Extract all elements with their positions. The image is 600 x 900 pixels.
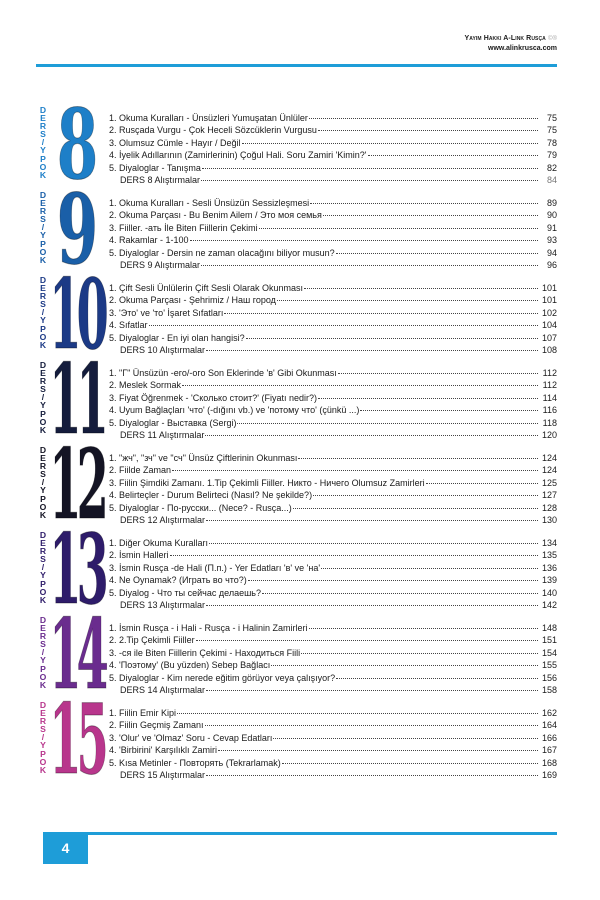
dot-leader xyxy=(218,740,538,751)
entry-page-number: 108 xyxy=(541,344,557,355)
entry-title: 1. Diğer Okuma Kuralları xyxy=(109,538,209,548)
exercise-entry[interactable] xyxy=(109,342,557,354)
lesson-items xyxy=(109,705,557,779)
label-letter: R xyxy=(39,631,47,642)
label-letter: P xyxy=(40,323,46,334)
dot-leader xyxy=(336,668,538,679)
label-letter: K xyxy=(39,764,47,775)
entry-page-number: 148 xyxy=(541,623,557,633)
entry-title: 4. 'Birbirini' Karşılıklı Zamiri xyxy=(109,745,217,756)
dot-leader xyxy=(323,205,538,216)
dot-leader xyxy=(201,170,538,181)
dot-leader xyxy=(206,680,538,691)
entry-title: 3. Fiiller. -ать İle Biten Fiillerin Çekimi xyxy=(109,222,258,233)
label-letter: / xyxy=(41,647,45,658)
entry-page-number: 167 xyxy=(541,745,557,756)
dot-leader xyxy=(201,255,538,266)
dot-leader xyxy=(206,510,538,521)
entry-page-number: 168 xyxy=(541,757,557,768)
entry-title: 3. -ся ile Biten Fiillerin Çekimi - Находиться Fiili xyxy=(109,647,301,658)
entry-title: 5. Diyalog - Что ты сейчас делаешь? xyxy=(109,587,261,598)
dot-leader xyxy=(282,753,538,764)
lesson-items xyxy=(109,450,557,524)
dot-leader xyxy=(242,133,538,144)
entry-title: 2. 2.Tip Çekimli Fiiller xyxy=(109,635,195,646)
dot-leader xyxy=(309,108,538,119)
copyright-icon: ©® xyxy=(547,36,557,42)
label-letter: E xyxy=(40,113,46,124)
label-letter: K xyxy=(39,339,47,350)
label-letter: O xyxy=(39,246,47,257)
label-letter: O xyxy=(39,671,47,682)
entry-page-number: 82 xyxy=(546,162,557,173)
label-letter: D xyxy=(39,530,47,540)
entry-title: DERS 13 Alıştırmalar xyxy=(120,599,206,610)
lesson-number: 8 xyxy=(56,87,92,201)
label-letter: S xyxy=(40,724,46,735)
ders-yapok-label xyxy=(37,701,49,774)
label-letter: R xyxy=(39,206,47,217)
label-letter: Y xyxy=(40,400,46,411)
dot-leader xyxy=(149,315,538,326)
entry-title: 1. "жч", "зч" ve "сч" Ünsüz Çiftlerinin Okunması xyxy=(109,453,298,463)
entry-page-number: 101 xyxy=(541,295,557,306)
dot-leader xyxy=(262,583,538,594)
entry-title: 4. İyelik Adıllarının (Zamirlerinin) Çoğul Hali. Soru Zamiri 'Kimin?' xyxy=(109,150,367,161)
lesson-items xyxy=(109,365,557,439)
label-letter: E xyxy=(40,453,46,464)
dot-leader xyxy=(259,218,538,229)
label-letter: D xyxy=(39,190,47,200)
label-letter: K xyxy=(39,594,47,605)
lesson-items xyxy=(109,195,557,269)
entry-page-number: 75 xyxy=(546,125,557,136)
entry-page-number: 114 xyxy=(542,392,557,403)
label-letter: R xyxy=(39,716,47,727)
lesson-number: 10 xyxy=(49,257,104,371)
dot-leader xyxy=(172,460,538,471)
page-header xyxy=(464,34,557,53)
exercise-entry[interactable] xyxy=(109,767,557,779)
label-letter: D xyxy=(39,615,47,625)
entry-title: 4. Rakamlar - 1-100 xyxy=(109,235,189,246)
ders-yapok-label xyxy=(37,106,49,179)
entry-page-number: 89 xyxy=(546,198,557,208)
label-letter: D xyxy=(39,275,47,285)
lesson-items xyxy=(109,110,557,184)
entry-title: 5. Diyaloglar - En iyi olan hangisi? xyxy=(109,332,245,343)
exercise-entry[interactable] xyxy=(109,682,557,694)
entry-title: 4. Belirteçler - Durum Belirteci (Nasıl? Ne şekilde?) xyxy=(109,490,313,501)
page-number-badge xyxy=(43,832,88,864)
entry-page-number: 78 xyxy=(546,137,557,148)
label-letter: E xyxy=(40,538,46,549)
label-letter: R xyxy=(39,376,47,387)
lesson-number: 11 xyxy=(49,342,104,456)
label-letter: P xyxy=(40,238,46,249)
ders-yapok-label xyxy=(37,531,49,604)
entry-title: 2. Fiilde Zaman xyxy=(109,465,172,476)
entry-title: 3. 'Это' ve 'то' İşaret Sıfatları xyxy=(109,307,224,318)
label-letter: K xyxy=(39,169,47,180)
entry-title: 3. Fiilin Şimdiki Zamanı. 1.Tip Çekimli Fiiller. Никто - Ничего Olumsuz Zamirleri xyxy=(109,477,425,488)
entry-page-number: 93 xyxy=(546,235,557,246)
dot-leader xyxy=(177,703,538,714)
label-letter: D xyxy=(39,700,47,710)
label-letter: / xyxy=(41,562,45,573)
lesson-items xyxy=(109,535,557,609)
dot-leader xyxy=(246,328,538,339)
label-letter: K xyxy=(39,424,47,435)
label-letter: D xyxy=(39,445,47,455)
dot-leader xyxy=(205,425,538,436)
entry-page-number: 158 xyxy=(541,684,557,695)
entry-title: 5. Diyaloglar - Kim nerede eğitim görüyor veya çalışıyor? xyxy=(109,672,336,683)
entry-title: DERS 8 Alıştırmalar xyxy=(120,174,201,185)
lesson-section xyxy=(37,87,557,201)
dot-leader xyxy=(360,400,538,411)
label-letter: / xyxy=(41,392,45,403)
label-letter: O xyxy=(39,161,47,172)
lesson-number: 13 xyxy=(49,512,104,626)
label-letter: O xyxy=(39,586,47,597)
ders-yapok-label xyxy=(37,361,49,434)
entry-page-number: 124 xyxy=(541,453,557,463)
label-letter: R xyxy=(39,461,47,472)
dot-leader xyxy=(301,643,538,654)
entry-page-number: 154 xyxy=(541,647,557,658)
label-letter: / xyxy=(41,732,45,743)
label-letter: E xyxy=(40,283,46,294)
lesson-items xyxy=(109,280,557,354)
entry-title: 1. Okuma Kuralları - Sesli Ünsüzün Sessizleşmesi xyxy=(109,198,310,208)
dot-leader xyxy=(196,630,538,641)
label-letter: P xyxy=(40,493,46,504)
entry-title: 5. Diyaloglar - По-русски... (Nece? - Rusça...) xyxy=(109,502,292,513)
entry-page-number: 101 xyxy=(541,283,557,293)
label-letter: R xyxy=(39,291,47,302)
entry-page-number: 134 xyxy=(541,538,557,548)
label-letter: S xyxy=(40,299,46,310)
exercise-entry[interactable] xyxy=(109,172,557,184)
label-letter: K xyxy=(39,254,47,265)
dot-leader xyxy=(209,533,538,544)
entry-page-number: 166 xyxy=(541,732,557,743)
entry-page-number: 102 xyxy=(541,307,557,318)
label-letter: O xyxy=(39,501,47,512)
entry-page-number: 139 xyxy=(541,575,557,586)
label-letter: P xyxy=(40,748,46,759)
entry-title: 3. Fiyat Öğrenmek - 'Сколько стоит?' (Fiyatı nedir?) xyxy=(109,392,317,403)
dot-leader xyxy=(206,595,538,606)
entry-page-number: 124 xyxy=(541,465,557,476)
label-letter: Y xyxy=(40,570,46,581)
entry-page-number: 75 xyxy=(546,113,557,123)
dot-leader xyxy=(205,715,538,726)
entry-page-number: 130 xyxy=(541,514,557,525)
entry-title: 1. Çift Sesli Ünlülerin Çift Sesli Olarak Okunması xyxy=(109,283,304,293)
label-letter: E xyxy=(40,198,46,209)
dot-leader xyxy=(206,340,538,351)
dot-leader xyxy=(170,545,538,556)
entry-page-number: 112 xyxy=(542,380,557,391)
entry-title: 1. İsmin Rusça - i Hali - Rusça - i Halinin Zamirleri xyxy=(109,623,308,633)
label-letter: O xyxy=(39,416,47,427)
dot-leader xyxy=(293,498,538,509)
entry-page-number: 104 xyxy=(541,320,557,331)
label-letter: D xyxy=(39,360,47,370)
label-letter: S xyxy=(40,214,46,225)
dot-leader xyxy=(318,388,538,399)
label-letter: E xyxy=(40,708,46,719)
entry-title: 4. Ne Oynamak? (Играть во что?) xyxy=(109,575,247,586)
entry-page-number: 156 xyxy=(541,672,557,683)
publisher-line xyxy=(464,34,557,44)
label-letter: Y xyxy=(40,230,46,241)
label-letter: Y xyxy=(40,145,46,156)
entry-title: 3. İsmin Rusça -de Hali (П.п.) - Yer Edatları 'в' ve 'на' xyxy=(109,562,321,573)
entry-page-number: 91 xyxy=(546,222,557,233)
entry-title: DERS 14 Alıştırmalar xyxy=(120,684,206,695)
entry-page-number: 155 xyxy=(541,660,557,671)
label-letter: S xyxy=(40,384,46,395)
dot-leader xyxy=(273,728,538,739)
entry-page-number: 135 xyxy=(541,550,557,561)
label-letter: / xyxy=(41,222,45,233)
entry-page-number: 120 xyxy=(541,429,557,440)
dot-leader xyxy=(298,448,538,459)
label-letter: K xyxy=(39,679,47,690)
entry-page-number: 169 xyxy=(541,769,557,780)
label-letter: Y xyxy=(40,485,46,496)
entry-title: DERS 12 Alıştırmalar xyxy=(120,514,206,525)
label-letter: / xyxy=(41,477,45,488)
dot-leader xyxy=(313,485,538,496)
label-letter: S xyxy=(40,129,46,140)
entry-page-number: 112 xyxy=(542,368,557,378)
entry-title: 2. Okuma Parçası - Şehrimiz / Наш город xyxy=(109,295,276,306)
entry-page-number: 127 xyxy=(541,490,557,501)
dot-leader xyxy=(309,618,538,629)
entry-title: 2. İsmin Halleri xyxy=(109,550,169,561)
entry-title: 2. Rusçada Vurgu - Çok Heceli Sözcüklerin Vurgusu xyxy=(109,125,317,136)
entry-title: 1. Okuma Kuralları - Ünsüzleri Yumuşatan Ünlüler xyxy=(109,113,308,123)
label-letter: E xyxy=(40,623,46,634)
dot-leader xyxy=(310,193,538,204)
dot-leader xyxy=(426,473,538,484)
publisher-name: Yayım Hakkı A-Link Rusça xyxy=(464,35,546,42)
entry-page-number: 118 xyxy=(542,417,557,428)
dot-leader xyxy=(248,570,538,581)
entry-page-number: 128 xyxy=(541,502,557,513)
label-letter: Y xyxy=(40,655,46,666)
entry-page-number: 94 xyxy=(546,247,557,258)
dot-leader xyxy=(182,375,538,386)
website-url: www.alinkrusca.com xyxy=(488,45,557,52)
label-letter: Y xyxy=(40,740,46,751)
entry-page-number: 142 xyxy=(541,599,557,610)
entry-page-number: 79 xyxy=(546,150,557,161)
label-letter: P xyxy=(40,578,46,589)
entry-title: DERS 9 Alıştırmalar xyxy=(120,259,201,270)
entry-title: 5. Kısa Metinler - Повторять (Tekrarlamak) xyxy=(109,757,281,768)
ders-yapok-label xyxy=(37,191,49,264)
entry-page-number: 162 xyxy=(541,708,557,718)
lesson-number: 14 xyxy=(49,597,104,711)
entry-title: 3. Olumsuz Cümle - Hayır / Değil xyxy=(109,137,241,148)
ders-yapok-label xyxy=(37,446,49,519)
entry-title: 2. Meslek Sormak xyxy=(109,380,182,391)
label-letter: P xyxy=(40,153,46,164)
entry-title: 5. Diyaloglar - Tanışma xyxy=(109,162,201,173)
label-letter: K xyxy=(39,509,47,520)
label-letter: S xyxy=(40,554,46,565)
lesson-items xyxy=(109,620,557,694)
dot-leader xyxy=(190,230,538,241)
dot-leader xyxy=(271,655,538,666)
dot-leader xyxy=(321,558,538,569)
dot-leader xyxy=(336,243,538,254)
entry-page-number: 164 xyxy=(541,720,557,731)
lesson-number: 15 xyxy=(49,682,104,796)
entry-title: 5. Diyaloglar - Выставка (Sergi) xyxy=(109,417,237,428)
entry-title: 4. 'Поэтому' (Bu yüzden) Sebep Bağlacı xyxy=(109,660,271,671)
entry-title: DERS 11 Alıştırmalar xyxy=(120,429,205,440)
entry-page-number: 151 xyxy=(541,635,557,646)
dot-leader xyxy=(338,363,538,374)
label-letter: P xyxy=(40,408,46,419)
entry-title: 5. Diyaloglar - Dersin ne zaman olacağını biliyor musun? xyxy=(109,247,335,258)
label-letter: E xyxy=(40,368,46,379)
lesson-number: 12 xyxy=(49,427,104,541)
entry-title: 3. 'Olur' ve 'Olmaz' Soru - Cevap Edatları xyxy=(109,732,273,743)
entry-title: 1. "Г" Ünsüzün -его/-ого Son Eklerinde 'в' Gibi Okunması xyxy=(109,368,337,378)
entry-page-number: 116 xyxy=(542,405,557,416)
exercise-entry[interactable] xyxy=(109,257,557,269)
lesson-number: 9 xyxy=(56,172,92,286)
entry-page-number: 140 xyxy=(541,587,557,598)
entry-title: DERS 10 Alıştırmalar xyxy=(120,344,206,355)
label-letter: S xyxy=(40,469,46,480)
dot-leader xyxy=(206,765,538,776)
entry-title: 4. Uyum Bağlaçları 'что' (-dığını vb.) ve 'потому что' (çünkü ...) xyxy=(109,405,360,416)
entry-page-number: 84 xyxy=(546,174,557,185)
label-letter: D xyxy=(39,105,47,115)
label-letter: / xyxy=(41,137,45,148)
entry-page-number: 125 xyxy=(541,477,557,488)
label-letter: P xyxy=(40,663,46,674)
dot-leader xyxy=(202,158,538,169)
bottom-divider xyxy=(88,832,557,835)
label-letter: S xyxy=(40,639,46,650)
dot-leader xyxy=(318,120,538,131)
entry-page-number: 96 xyxy=(546,259,557,270)
entry-title: DERS 15 Alıştırmalar xyxy=(120,769,206,780)
label-letter: R xyxy=(39,121,47,132)
label-letter: O xyxy=(39,756,47,767)
label-letter: R xyxy=(39,546,47,557)
page-number: 4 xyxy=(61,840,70,856)
label-letter: O xyxy=(39,331,47,342)
entry-title: 2. Okuma Parçası - Bu Benim Ailem / Это моя семья xyxy=(109,210,322,221)
dot-leader xyxy=(237,413,538,424)
entry-page-number: 136 xyxy=(541,562,557,573)
entry-title: 2. Fiilin Geçmiş Zamanı xyxy=(109,720,204,731)
dot-leader xyxy=(224,303,538,314)
ders-yapok-label xyxy=(37,616,49,689)
entry-title: 4. Sıfatlar xyxy=(109,320,148,331)
exercise-entry[interactable] xyxy=(109,427,557,439)
dot-leader xyxy=(277,290,538,301)
label-letter: / xyxy=(41,307,45,318)
ders-yapok-label xyxy=(37,276,49,349)
top-divider xyxy=(36,64,557,67)
exercise-entry[interactable] xyxy=(109,512,557,524)
exercise-entry[interactable] xyxy=(109,597,557,609)
dot-leader xyxy=(368,145,538,156)
entry-page-number: 107 xyxy=(541,332,557,343)
entry-title: 1. Fiilin Emir Kipi xyxy=(109,708,177,718)
entry-page-number: 90 xyxy=(546,210,557,221)
label-letter: Y xyxy=(40,315,46,326)
dot-leader xyxy=(304,278,538,289)
